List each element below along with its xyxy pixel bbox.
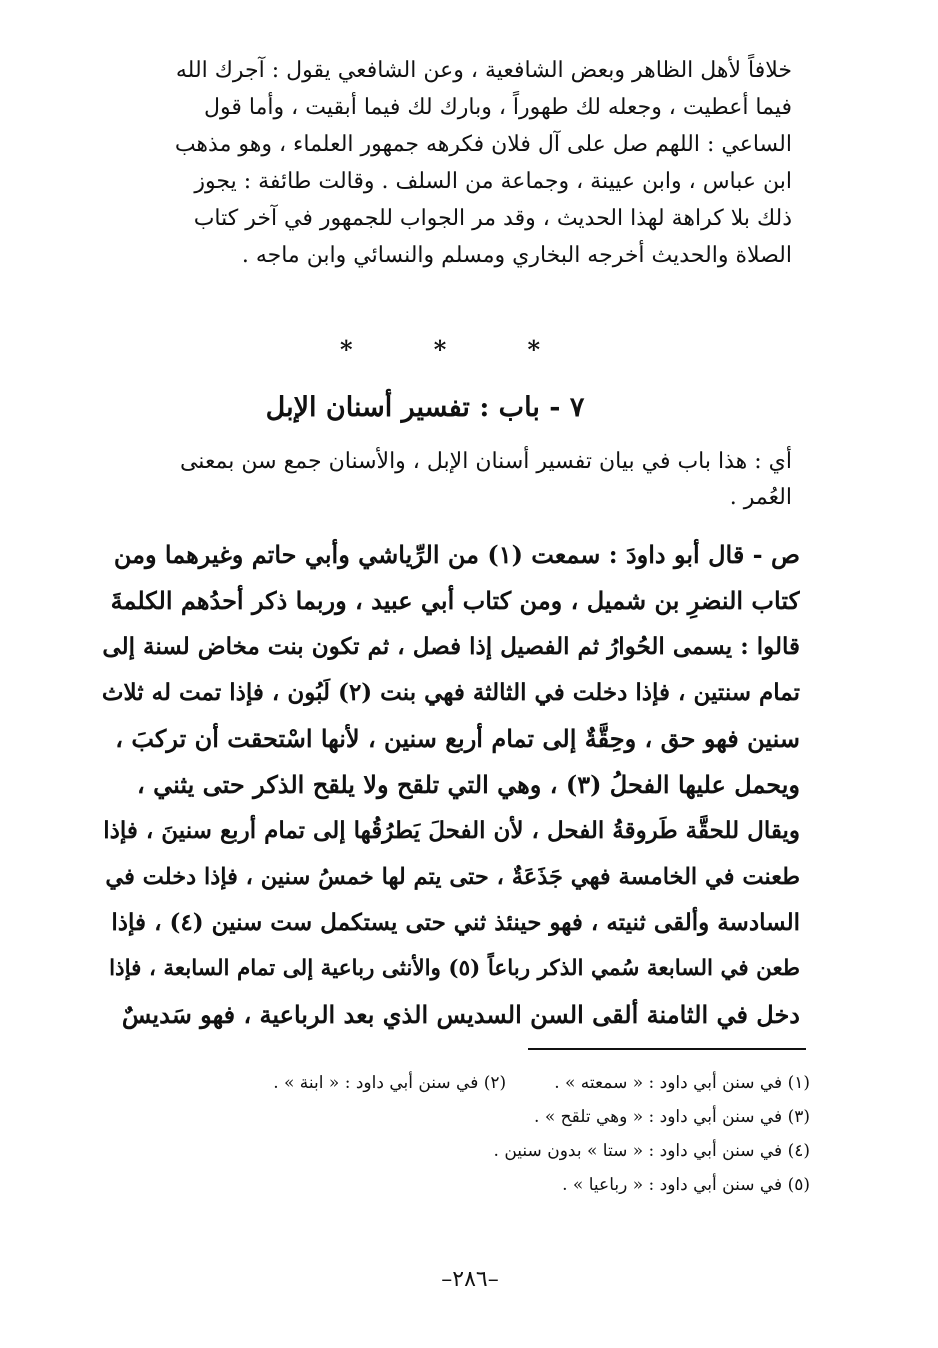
text-line: قالوا : يسمى الحُوارُ ثم الفصيل إذا فصل ، ثم تكون بنت مخاض لسنة إلى bbox=[102, 633, 800, 660]
text-line: أي : هذا باب في بيان تفسير أسنان الإبل ، والأسنان جمع سن بمعنى bbox=[179, 449, 792, 474]
footnote: (٥) في سنن أبي داود : « رباعيا » . bbox=[562, 1175, 810, 1195]
text-line: خلافاً لأهل الظاهر وبعض الشافعية ، وعن الشافعي يقول : آجرك الله bbox=[175, 58, 792, 83]
chapter-heading: ٧ - باب : تفسير أسنان الإبل bbox=[265, 392, 585, 423]
footnote: (١) في سنن أبي داود : « سمعته » . bbox=[554, 1073, 810, 1093]
star-icon: * bbox=[527, 335, 540, 364]
text-line: طعنت في الخامسة فهي جَذَعَةٌ ، حتى يتم لها خمسُ سنين ، فإذا دخلت في bbox=[105, 864, 800, 890]
text-line: فيما أعطيت ، وجعله لك طهوراً ، وبارك لك فيما أبقيت ، وأما قول bbox=[204, 95, 792, 120]
text-line: كتاب النضرِ بن شميل ، ومن كتاب أبي عبيد ، وربما ذكر أحدُهم الكلمةَ bbox=[110, 586, 800, 615]
page-number: –٢٨٦– bbox=[441, 1267, 499, 1292]
text-line: سنين فهو حق ، وحِقَّةٌ إلى تمام أربع سنين ، لأنها اسْتحقت أن تركبَ ، bbox=[115, 724, 800, 753]
text-line: تمام سنتين ، فإذا دخلت في الثالثة فهي بنت (٢) لَبُون ، فإذا تمت له ثلاث bbox=[101, 679, 800, 706]
footnote: (٢) في سنن أبي داود : « ابنة » . bbox=[273, 1073, 507, 1093]
section-separator bbox=[340, 336, 540, 364]
footnote-divider bbox=[528, 1048, 806, 1050]
text-line: الصلاة والحديث أخرجه البخاري ومسلم والنسائي وابن ماجه . bbox=[241, 243, 792, 268]
footnote-row bbox=[130, 1066, 810, 1100]
text-line: ويحمل عليها الفحلُ (٣) ، وهي التي تلقح ولا يلقح الذكر حتى يثني ، bbox=[137, 770, 800, 799]
hadith-text-paragraph bbox=[100, 532, 800, 1038]
text-line: السادسة وألقى ثنيته ، فهو حينئذ ثني حتى يستكمل ست سنين (٤) ، فإذا bbox=[111, 909, 800, 936]
text-line: العُمر . bbox=[729, 485, 792, 510]
text-line: طعن في السابعة سُمي الذكر رباعاً (٥) والأنثى رباعية إلى تمام السابعة ، فإذا bbox=[109, 956, 800, 981]
text-line: دخل في الثامنة ألقى السن السديس الذي بعد الرباعية ، فهو سَديسٌ bbox=[121, 1000, 800, 1029]
star-icon: * bbox=[340, 335, 353, 364]
star-icon: * bbox=[433, 335, 447, 364]
text-line: ذلك بلا كراهة لهذا الحديث ، وقد مر الجواب للجمهور في آخر كتاب bbox=[193, 206, 792, 231]
text-line: الساعي : اللهم صل على آل فلان فكرهه جمهور العلماء ، وهو مذهب bbox=[174, 132, 792, 157]
intro-paragraph bbox=[100, 444, 792, 516]
footnote: (٣) في سنن أبي داود : « وهي تلقح » . bbox=[534, 1107, 810, 1127]
footnote: (٤) في سنن أبي داود : « ستا » بدون سنين . bbox=[493, 1141, 810, 1161]
text-line: ويقال للحقَّة طَروقةُ الفحل ، لأن الفحلَ يَطرُقُها إلى تمام أربع سنينَ ، فإذا bbox=[103, 817, 800, 844]
text-line: ابن عباس ، وابن عيينة ، وجماعة من السلف . وقالت طائفة : يجوز bbox=[194, 169, 792, 194]
commentary-paragraph bbox=[100, 52, 792, 274]
footnotes bbox=[130, 1066, 810, 1202]
text-line: ص - قال أبو داودَ : سمعت (١) من الرِّياشي وأبي حاتم وغيرهما ومن bbox=[113, 540, 800, 569]
